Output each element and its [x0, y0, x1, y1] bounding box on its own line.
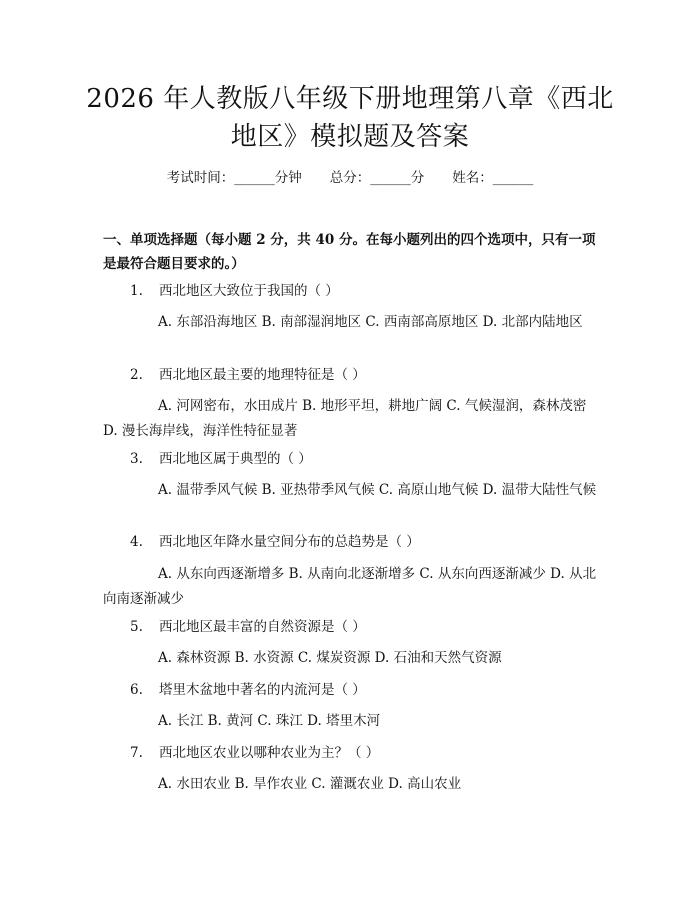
question-6	[130, 679, 600, 701]
question-2	[130, 364, 600, 386]
document-title: 2026 年人教版八年级下册地理第八章《西北地区》模拟题及答案	[86, 84, 614, 152]
question-number: 4.	[130, 534, 143, 550]
question-text: 西北地区最主要的地理特征是（ ）	[159, 367, 366, 383]
question-number: 6.	[130, 682, 143, 698]
question-3-options: A. 温带季风气候 B. 亚热带季风气候 C. 高原山地气候 D. 温带大陆性气候	[158, 482, 597, 498]
student-name-field: 姓名：______	[452, 170, 534, 186]
question-1	[130, 280, 600, 302]
question-text: 西北地区最丰富的自然资源是（ ）	[159, 619, 366, 635]
question-text: 塔里木盆地中著名的内流河是（ ）	[159, 682, 366, 698]
question-text: 西北地区属于典型的（ ）	[159, 451, 312, 467]
question-number: 5.	[130, 619, 143, 635]
question-2-options: A. 河网密布，水田成片 B. 地形平坦，耕地广阔 C. 气候湿润，森林茂密 D. 漫长海岸线，海洋性特征显著	[103, 398, 587, 439]
question-text: 西北地区大致位于我国的（ ）	[159, 283, 339, 299]
question-number: 2.	[130, 367, 143, 383]
question-3	[130, 448, 600, 470]
question-7	[130, 742, 600, 764]
exam-time-field: 考试时间：______分钟	[166, 170, 302, 186]
question-5	[130, 616, 600, 638]
question-1-options: A. 东部沿海地区 B. 南部湿润地区 C. 西南部高原地区 D. 北部内陆地区	[158, 314, 583, 330]
question-6-options: A. 长江 B. 黄河 C. 珠江 D. 塔里木河	[158, 713, 381, 729]
question-text: 西北地区年降水量空间分布的总趋势是（ ）	[159, 534, 420, 550]
question-7-options: A. 水田农业 B. 旱作农业 C. 灌溉农业 D. 高山农业	[158, 776, 462, 792]
question-number: 7.	[130, 745, 143, 761]
question-number: 1.	[130, 283, 143, 299]
total-score-field: 总分：______分	[329, 170, 425, 186]
question-number: 3.	[130, 451, 143, 467]
question-5-options: A. 森林资源 B. 水资源 C. 煤炭资源 D. 石油和天然气资源	[158, 650, 502, 666]
question-text: 西北地区农业以哪种农业为主？（ ）	[159, 745, 380, 761]
section-header-single-choice: 一、单项选择题（每小题 2 分，共 40 分。在每小题列出的四个选项中，只有一项是最符合题目要求的。）	[103, 232, 596, 272]
question-4-options: A. 从东向西逐渐增多 B. 从南向北逐渐增多 C. 从东向西逐渐减少 D. 从北向南逐渐减少	[103, 566, 597, 607]
question-4	[130, 531, 600, 553]
exam-info-line	[0, 168, 700, 188]
